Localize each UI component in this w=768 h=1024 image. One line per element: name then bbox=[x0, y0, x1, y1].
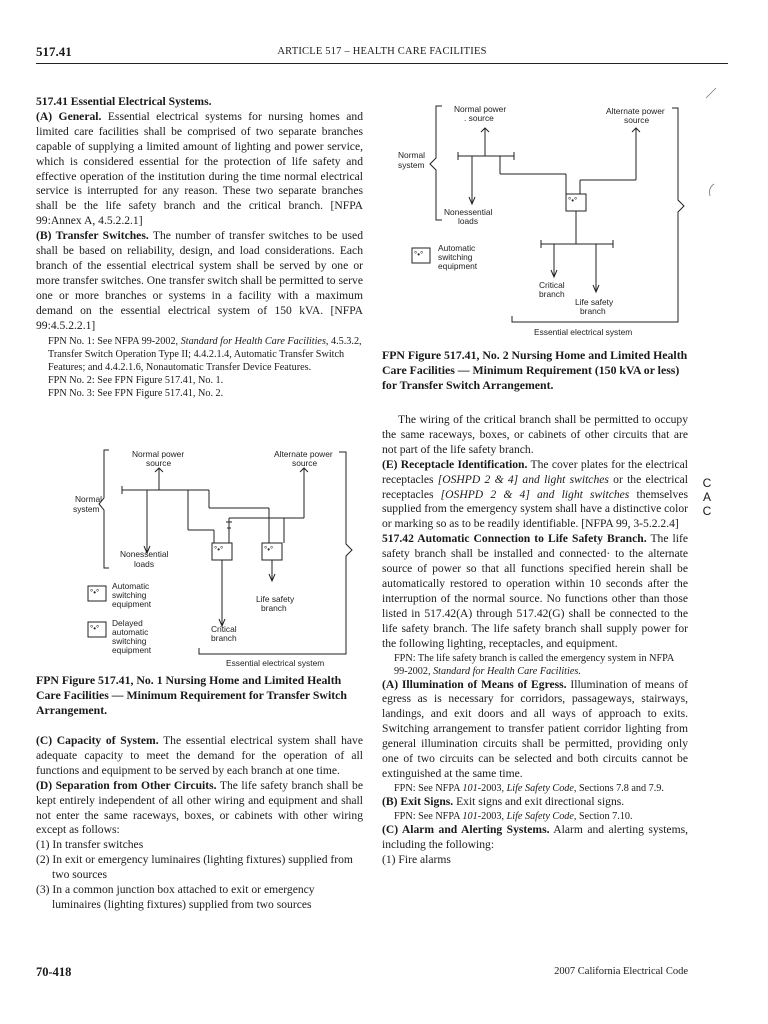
figure-2-diagram bbox=[384, 96, 694, 346]
left-column-bottom bbox=[36, 673, 363, 913]
general-text: Essential electrical systems for nursing homes and limited care facilities shall be comprised of two separate branches capable of supplying a limited amount of lighting and power service, which is considered essential for the protection of life safety and effective operation of the institution during the time normal electrical service is interrupted for any reason. These two separate branches shall be the life safety branch and the critical branch. [NFPA 99:Annex A, 4.5.2.2.1] bbox=[36, 109, 363, 228]
fpn-note-2: FPN No. 2: See FPN Figure 517.41, No. 1. bbox=[48, 374, 224, 386]
margin-letter: C bbox=[702, 504, 712, 518]
margin-pencil-marks bbox=[700, 84, 722, 204]
para-transfer-switches bbox=[36, 229, 363, 333]
fig2-life-safety: Life safety bbox=[575, 297, 614, 307]
left-column-top bbox=[36, 95, 363, 400]
fig1-nonessential: Nonessential bbox=[120, 549, 169, 559]
fig2-source-2: source bbox=[624, 115, 650, 125]
illumination-text: Illumination of means of egress as is necessary for corridors, passageways, stairways, landings, and exit doors and all ways of approach to exits. Switching arrangement to transfer patient corridor lighting from general illumination circuits shall be permitted, providing only one of two circuits can be selected and both circuits cannot be extinguished at the same time. bbox=[382, 677, 688, 780]
fig2-equipment: equipment bbox=[438, 261, 478, 271]
separation-heading: (D) Separation from Other Circuits. bbox=[36, 778, 217, 792]
fpn-life-lead: FPN: The life safety branch is called the emergency system in NFPA 99-2002, bbox=[394, 652, 674, 677]
fig1-equipment: equipment bbox=[112, 599, 152, 609]
transfer-switches-heading: (B) Transfer Switches. bbox=[36, 229, 149, 243]
right-column bbox=[382, 348, 688, 867]
list-item: (2) In exit or emergency luminaires (lighting fixtures) supplied from two sources bbox=[36, 853, 353, 882]
alarm-heading: (C) Alarm and Alerting Systems. bbox=[382, 822, 550, 836]
section-heading-517-41: 517.41 Essential Electrical Systems. bbox=[36, 95, 212, 108]
running-header bbox=[36, 44, 728, 62]
fpn-egress-4: Life Safety Code bbox=[506, 782, 574, 794]
fig1-alternate-power: Alternate power bbox=[274, 449, 333, 459]
fpn-note-3: FPN No. 3: See FPN Figure 517.41, No. 2. bbox=[48, 387, 224, 399]
illumination-heading: (A) Illumination of Means of Egress. bbox=[382, 677, 567, 691]
fig2-loads: loads bbox=[458, 216, 479, 226]
fpn-egress-2: 101 bbox=[462, 782, 478, 794]
fig2-automatic: Automatic bbox=[438, 243, 476, 253]
ats-mark: °•° bbox=[264, 545, 274, 554]
fpn-egress-3: -2003, bbox=[477, 782, 507, 794]
para-general bbox=[36, 110, 363, 229]
receptacle-amend-2: [OSHPD 2 & 4] and light switches bbox=[440, 487, 630, 501]
fig1-delayed: Delayed bbox=[112, 618, 143, 628]
fig1-critical-branch: branch bbox=[211, 633, 237, 643]
fpn-egress bbox=[382, 782, 688, 795]
margin-amendment-marks bbox=[700, 476, 714, 518]
legend-ats-mark: °•° bbox=[90, 588, 100, 597]
fig1-delayed-switching: switching bbox=[112, 636, 147, 646]
para-exit-signs bbox=[382, 795, 688, 810]
figure-2-caption: FPN Figure 517.41, No. 2 Nursing Home and Limited Health Care Facilities — Minimum Requirement (150 kVA or less) for Transfer Switch Arrangement. bbox=[382, 348, 688, 392]
fig1-essential-system: Essential electrical system bbox=[226, 658, 325, 668]
alarm-text: Alarm and alerting systems, including the following: bbox=[382, 822, 688, 851]
code-edition: 2007 California Electrical Code bbox=[554, 966, 688, 977]
margin-letter: C bbox=[702, 476, 712, 490]
fpn-exit-1: FPN: See NFPA bbox=[394, 810, 463, 822]
header-section-number: 517.41 bbox=[36, 44, 72, 59]
fig1-source-1: source bbox=[146, 458, 172, 468]
section-517-42-text: The life safety branch shall be installed and connected· to the alternate source of power so that all functions specified herein shall be automatically restored to operation within 10 seconds after the interruption of the normal source. No functions other than those listed in 517.42(A) through 517.42(G) shall be connected to the life safety branch. The life safety branch shall supply power for the following lighting, receptacles, and equipment. bbox=[382, 532, 688, 650]
header-rule bbox=[36, 63, 728, 64]
fpn-egress-5: , Sections 7.8 and 7.9. bbox=[573, 782, 664, 794]
fpn-life-title: Standard for Health Care Facilities. bbox=[433, 665, 581, 677]
receptacle-amend-1: [OSHPD 2 & 4] and light switches bbox=[437, 472, 609, 486]
list-item: (1) Fire alarms bbox=[382, 852, 451, 866]
fig1-normal-power: Normal power bbox=[132, 449, 185, 459]
legend-dats-mark: °•° bbox=[90, 624, 100, 633]
fig1-system: system bbox=[73, 504, 100, 514]
para-alarm-systems bbox=[382, 823, 688, 853]
fig2-nonessential: Nonessential bbox=[444, 207, 493, 217]
receptacle-heading: (E) Receptacle Identification. bbox=[382, 457, 528, 471]
para-capacity bbox=[36, 734, 363, 779]
fig1-automatic: Automatic bbox=[112, 581, 150, 591]
fpn-exit-3: -2003, bbox=[477, 810, 507, 822]
fpn-exit-signs bbox=[382, 810, 688, 823]
fig1-loads: loads bbox=[134, 559, 155, 569]
fig1-life-branch: branch bbox=[261, 603, 287, 613]
fpn1-lead: FPN No. 1: See NFPA 99-2002, bbox=[48, 335, 181, 347]
fpn-egress-1: FPN: See NFPA bbox=[394, 782, 463, 794]
ats-mark: °•° bbox=[214, 545, 224, 554]
para-illumination bbox=[382, 678, 688, 782]
fpn-note-1 bbox=[36, 335, 363, 374]
transfer-switches-text: The number of transfer switches to be used shall be based on reliability, design, and load considerations. Each branch of the essential electrical system shall be served by one or more transfer switches. One transfer switch shall be permitted to serve one or more branches or systems in a facility with a maximum demand on the essential electrical system of 150 kVA. [NFPA 99:4.5.2.2.1] bbox=[36, 229, 364, 332]
figure-1-caption: FPN Figure 517.41, No. 1 Nursing Home and Limited Health Care Facilities — Minimum Requirement for Transfer Switch Arrangement. bbox=[36, 673, 347, 717]
fig2-normal-power: Normal power bbox=[454, 104, 507, 114]
fig2-critical: Critical bbox=[539, 280, 565, 290]
section-heading-517-42: 517.42 Automatic Connection to Life Safety Branch. bbox=[382, 532, 647, 546]
fig1-delayed-equipment: equipment bbox=[112, 645, 152, 655]
fpn-exit-4: Life Safety Code bbox=[506, 810, 574, 822]
para-separation bbox=[36, 779, 363, 839]
margin-letter: A bbox=[702, 490, 711, 504]
exit-signs-text: Exit signs and exit directional signs. bbox=[453, 794, 625, 808]
fig1-critical: Critical bbox=[211, 624, 237, 634]
fig2-source-1: . source bbox=[464, 113, 494, 123]
para-517-42 bbox=[382, 532, 688, 651]
receptacle-text-1: The cover plates for the electrical receptacles bbox=[382, 457, 688, 486]
header-article-title: ARTICLE 517 – HEALTH CARE FACILITIES bbox=[277, 46, 487, 57]
capacity-text: The essential electrical system shall have adequate capacity to meet the demand for the operation of all functions and equipment to be served by each branch at one time. bbox=[36, 734, 363, 777]
ats-mark: °•° bbox=[568, 196, 578, 205]
fig2-system: system bbox=[398, 160, 425, 170]
page-number: 70-418 bbox=[36, 965, 72, 979]
fpn1-tail: , 4.5.3.2, Transfer Switch Operation Type II; 4.4.2.1.4, Automatic Transfer Switch Features; and 4.4.2.1.6, Nonautomatic Transfer Device Features. bbox=[48, 335, 362, 373]
fig1-switching: switching bbox=[112, 590, 147, 600]
fpn-life-safety bbox=[382, 652, 688, 678]
list-item: (3) In a common junction box attached to exit or emergency luminaires (lighting fixtures) supplied from two sources bbox=[36, 883, 315, 911]
fig2-essential-system: Essential electrical system bbox=[534, 327, 633, 337]
exit-signs-heading: (B) Exit Signs. bbox=[382, 794, 454, 808]
general-heading: (A) General. bbox=[36, 109, 102, 123]
receptacle-text-3: themselves supplied from the emergency system shall have a distinctive color or marking so as to be readily identifiable. [NFPA 99, 3-5.2.2.4] bbox=[382, 487, 688, 531]
fig2-life-branch: branch bbox=[580, 306, 606, 316]
fig2-alternate-power: Alternate power bbox=[606, 106, 665, 116]
legend-ats-mark: °•° bbox=[414, 250, 424, 259]
fig2-switching: switching bbox=[438, 252, 473, 262]
fig1-source-2: source bbox=[292, 458, 318, 468]
fpn-exit-2: 101 bbox=[462, 810, 478, 822]
capacity-heading: (C) Capacity of System. bbox=[36, 734, 159, 747]
fig1-normal: Normal bbox=[75, 494, 102, 504]
fig1-delayed-automatic: automatic bbox=[112, 627, 149, 637]
figure-1-labels bbox=[73, 449, 333, 668]
receptacle-text-2: or the electrical receptacles bbox=[382, 472, 688, 501]
para-wiring: The wiring of the critical branch shall be permitted to occupy the same raceways, boxes, or cabinets of other circuits that are not part of the life safety branch. bbox=[382, 413, 688, 456]
figure-1-diagram bbox=[64, 440, 364, 670]
fig2-critical-branch: branch bbox=[539, 289, 565, 299]
separation-text: The life safety branch shall be kept entirely independent of all other wiring and equipment and shall not enter the same raceways, boxes, or cabinets with other wiring except as follows: bbox=[36, 778, 363, 837]
fig1-life-safety: Life safety bbox=[256, 594, 295, 604]
fpn1-title: Standard for Health Care Facilities bbox=[180, 335, 326, 347]
para-receptacle-identification bbox=[382, 458, 688, 533]
list-item: (1) In transfer switches bbox=[36, 838, 144, 852]
fpn-exit-5: , Section 7.10. bbox=[573, 810, 633, 822]
fig2-normal: Normal bbox=[398, 150, 425, 160]
